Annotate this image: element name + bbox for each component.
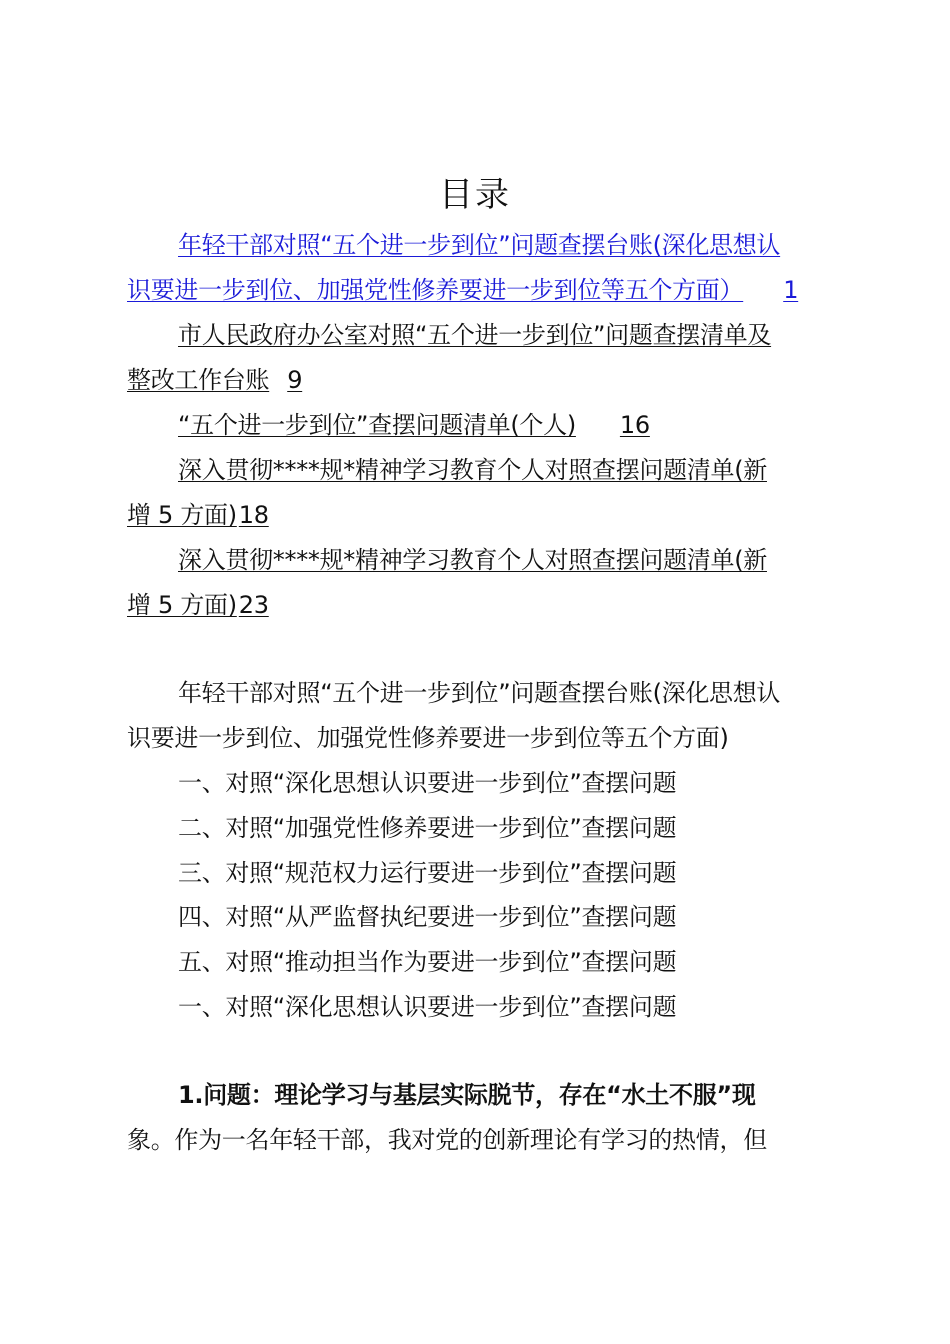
toc-entry-4-line-2[interactable]: 增 5 方面)18	[127, 501, 269, 529]
toc-title: 目录	[439, 175, 511, 215]
toc-entry-5-page: 23	[238, 591, 269, 619]
outline-item-1: 一、对照“深化思想认识要进一步到位”查摆问题	[178, 769, 677, 797]
outline-item-4: 四、对照“从严监督执纪要进一步到位”查摆问题	[178, 903, 677, 931]
section-title-line-1: 年轻干部对照“五个进一步到位”问题查摆台账(深化思想认	[178, 679, 781, 707]
toc-entry-2-page: 9	[287, 366, 303, 394]
problem-heading: 1.问题：理论学习与基层实际脱节，存在“水土不服”现	[178, 1081, 756, 1109]
toc-entry-1-line-2[interactable]: 识要进一步到位、加强党性修养要进一步到位等五个方面） 1	[127, 276, 799, 304]
outline-item-2: 二、对照“加强党性修养要进一步到位”查摆问题	[178, 814, 677, 842]
toc-entry-1-line-1[interactable]: 年轻干部对照“五个进一步到位”问题查摆台账(深化思想认	[178, 231, 781, 259]
toc-entry-5-line-2[interactable]: 增 5 方面)23	[127, 591, 269, 619]
toc-entry-2-line-1[interactable]: 市人民政府办公室对照“五个进一步到位”问题查摆清单及	[178, 321, 772, 349]
toc-entry-2-line-2[interactable]: 整改工作台账 9	[127, 366, 303, 394]
section-title-line-2: 识要进一步到位、加强党性修养要进一步到位等五个方面)	[127, 724, 729, 752]
outline-item-6: 一、对照“深化思想认识要进一步到位”查摆问题	[178, 993, 677, 1021]
toc-entry-4-line-1[interactable]: 深入贯彻****规*精神学习教育个人对照查摆问题清单(新	[178, 456, 767, 484]
outline-item-3: 三、对照“规范权力运行要进一步到位”查摆问题	[178, 859, 677, 887]
toc-entry-1-page: 1	[783, 276, 799, 304]
toc-entry-3[interactable]: “五个进一步到位”查摆问题清单(个人) 16	[178, 411, 650, 439]
problem-body-line: 象。作为一名年轻干部，我对党的创新理论有学习的热情，但	[127, 1126, 767, 1154]
outline-item-5: 五、对照“推动担当作为要进一步到位”查摆问题	[178, 948, 677, 976]
toc-entry-3-page: 16	[619, 411, 650, 439]
toc-entry-5-line-1[interactable]: 深入贯彻****规*精神学习教育个人对照查摆问题清单(新	[178, 546, 767, 574]
toc-entry-4-page: 18	[238, 501, 269, 529]
